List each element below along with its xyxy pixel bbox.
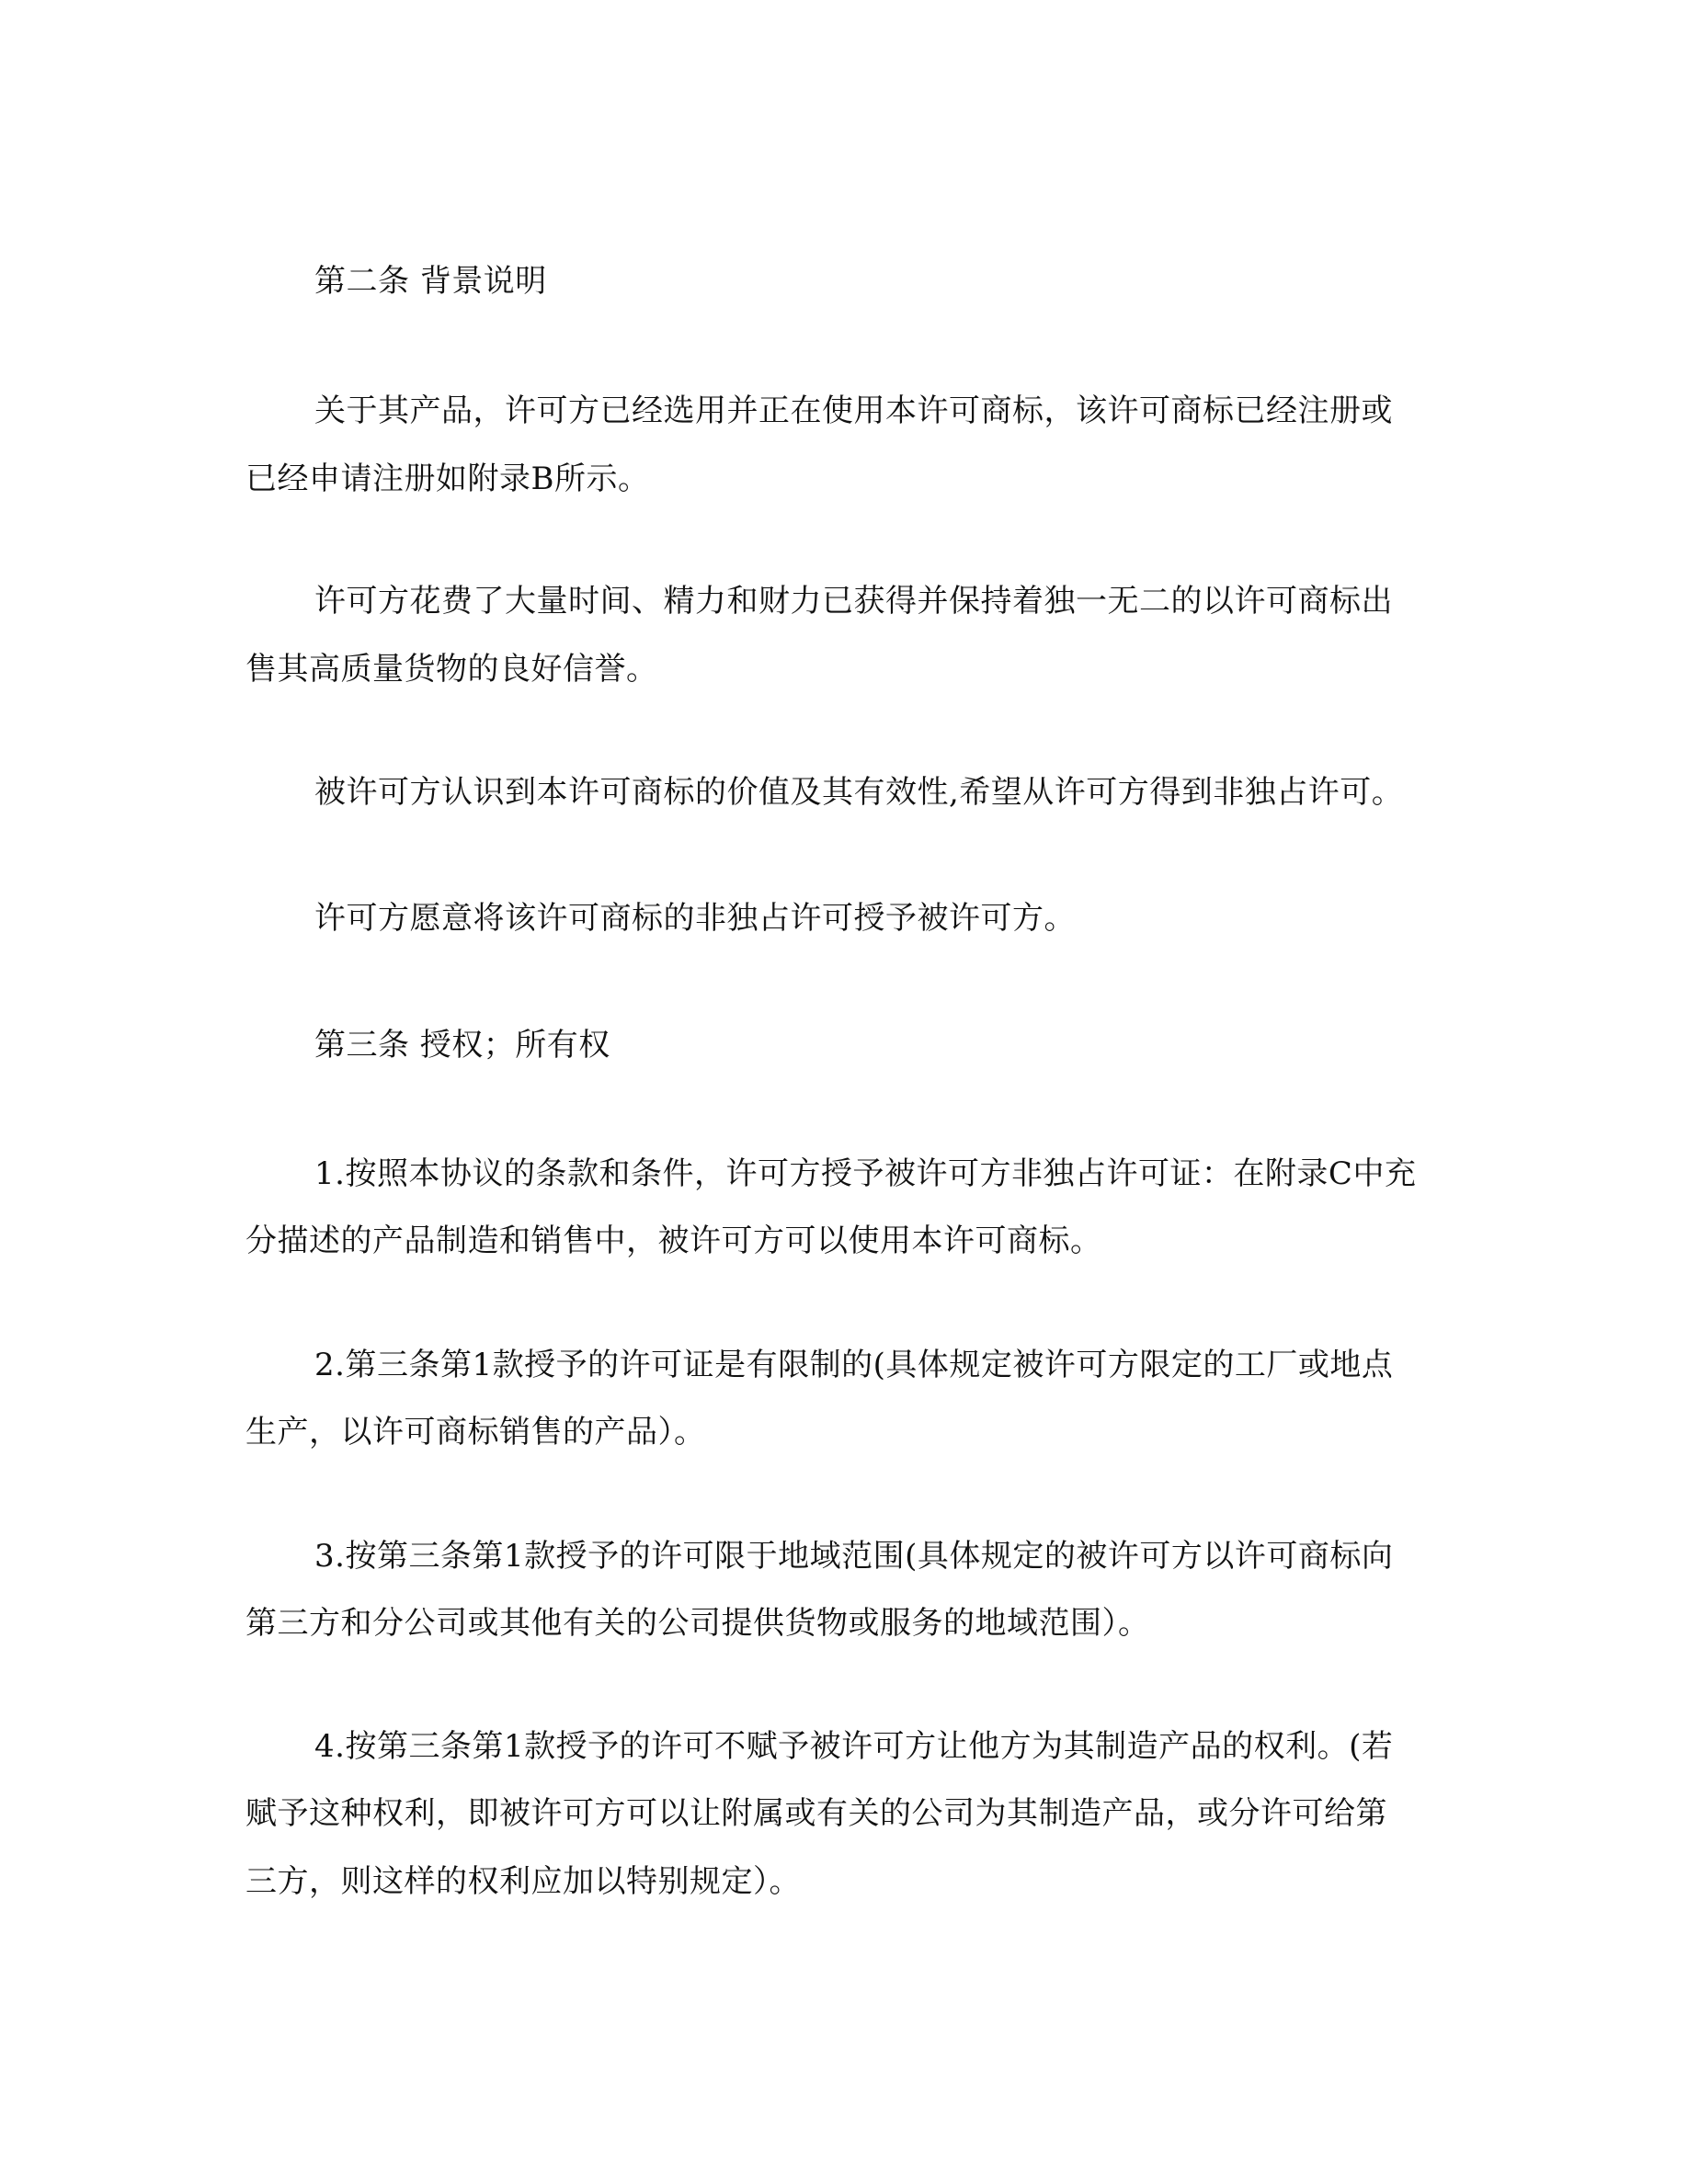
article-3-clause-4-line-3: 三方，则这样的权利应加以特别规定）。: [245, 1863, 801, 1900]
article-3-clause-3-line-2: 第三方和分公司或其他有关的公司提供货物或服务的地域范围）。: [245, 1605, 1150, 1642]
article-3-clause-2-line-2: 生产，以许可商标销售的产品）。: [245, 1414, 706, 1450]
article-3-clause-1-line-1: 1.按照本协议的条款和条件，许可方授予被许可方非独占许可证：在附录C中充: [314, 1155, 1417, 1192]
article-2-paragraph-1-line-1: 关于其产品，许可方已经选用并正在使用本许可商标，该许可商标已经注册或: [314, 392, 1393, 429]
article-2-paragraph-1-line-2: 已经申请注册如附录B所示。: [245, 461, 650, 497]
article-3-heading: 第三条 授权；所有权: [314, 1027, 610, 1064]
article-3-clause-4-line-2: 赋予这种权利，即被许可方可以让附属或有关的公司为其制造产品，或分许可给第: [245, 1795, 1387, 1832]
article-2-paragraph-4-line-1: 许可方愿意将该许可商标的非独占许可授予被许可方。: [314, 900, 1076, 937]
article-3-clause-3-line-1: 3.按第三条第1款授予的许可限于地域范围(具体规定的被许可方以许可商标向: [314, 1538, 1394, 1575]
article-3-clause-2-line-1: 2.第三条第1款授予的许可证是有限制的(具体规定被许可方限定的工厂或地点: [314, 1347, 1394, 1383]
article-2-paragraph-2-line-1: 许可方花费了大量时间、精力和财力已获得并保持着独一无二的以许可商标出: [314, 583, 1393, 620]
article-3-clause-4-line-1: 4.按第三条第1款授予的许可不赋予被许可方让他方为其制造产品的权利。(若: [314, 1728, 1394, 1765]
article-3-clause-1-line-2: 分描述的产品制造和销售中，被许可方可以使用本许可商标。: [245, 1223, 1102, 1259]
article-2-paragraph-2-line-2: 售其高质量货物的良好信誉。: [245, 651, 658, 688]
article-2-heading: 第二条 背景说明: [314, 263, 547, 300]
article-2-paragraph-3-line-1: 被许可方认识到本许可商标的价值及其有效性,希望从许可方得到非独占许可。: [314, 774, 1404, 811]
